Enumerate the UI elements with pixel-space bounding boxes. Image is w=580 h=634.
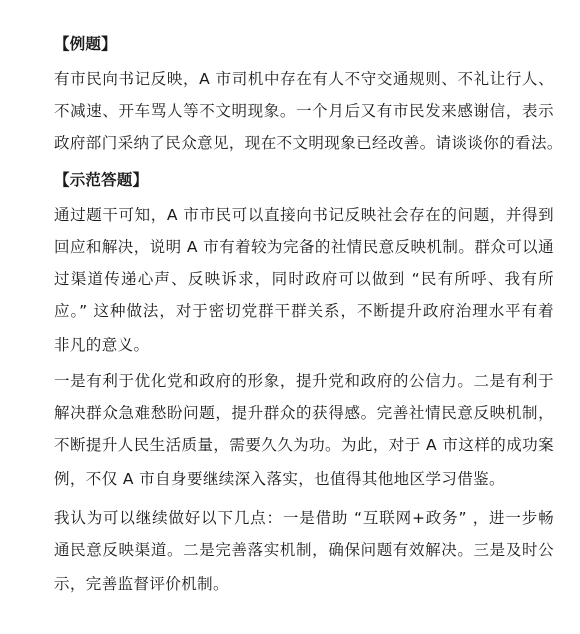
answer-p2-line-4: 例，不仅 A 市自身要继续深入落实，也值得其他地区学习借鉴。 — [54, 470, 505, 488]
answer-p1-line-4: 应。” 这种做法，对于密切党群干群关系，不断提升政府治理水平有着 — [54, 302, 554, 320]
example-heading: 【例题】 — [54, 35, 117, 53]
answer-heading: 【示范答题】 — [54, 171, 149, 189]
answer-p3-line-1: 我认为可以继续做好以下几点：一是借助 “互联网+政务” ，进一步畅 — [54, 509, 554, 527]
answer-p3-line-2: 通民意反映渠道。二是完善落实机制，确保问题有效解决。三是及时公 — [54, 541, 554, 559]
answer-p2-line-2: 解决群众急难愁盼问题，提升群众的获得感。完善社情民意反映机制， — [54, 404, 554, 422]
answer-p1-line-2: 回应和解决，说明 A 市有着较为完备的社情民意反映机制。群众可以通 — [54, 238, 554, 256]
example-line-2: 不减速、开车骂人等不文明现象。一个月后又有市民发来感谢信，表示 — [54, 102, 554, 120]
answer-p1-line-1: 通过题干可知，A 市市民可以直接向书记反映社会存在的问题，并得到 — [54, 206, 554, 224]
example-line-3: 政府部门采纳了民众意见，现在不文明现象已经改善。请谈谈你的看法。 — [54, 134, 563, 152]
answer-p2-line-3: 不断提升人民生活质量，需要久久为功。为此，对于 A 市这样的成功案 — [54, 436, 554, 454]
answer-p1-line-5: 非凡的意义。 — [54, 336, 150, 354]
answer-p1-line-3: 过渠道传递心声、反映诉求，同时政府可以做到 “民有所呼、我有所 — [54, 270, 554, 288]
example-line-1: 有市民向书记反映，A 市司机中存在有人不守交通规则、不礼让行人、 — [54, 70, 554, 88]
answer-p2-line-1: 一是有利于优化党和政府的形象，提升党和政府的公信力。二是有利于 — [54, 372, 554, 390]
answer-p3-line-3: 示，完善监督评价机制。 — [54, 575, 229, 593]
